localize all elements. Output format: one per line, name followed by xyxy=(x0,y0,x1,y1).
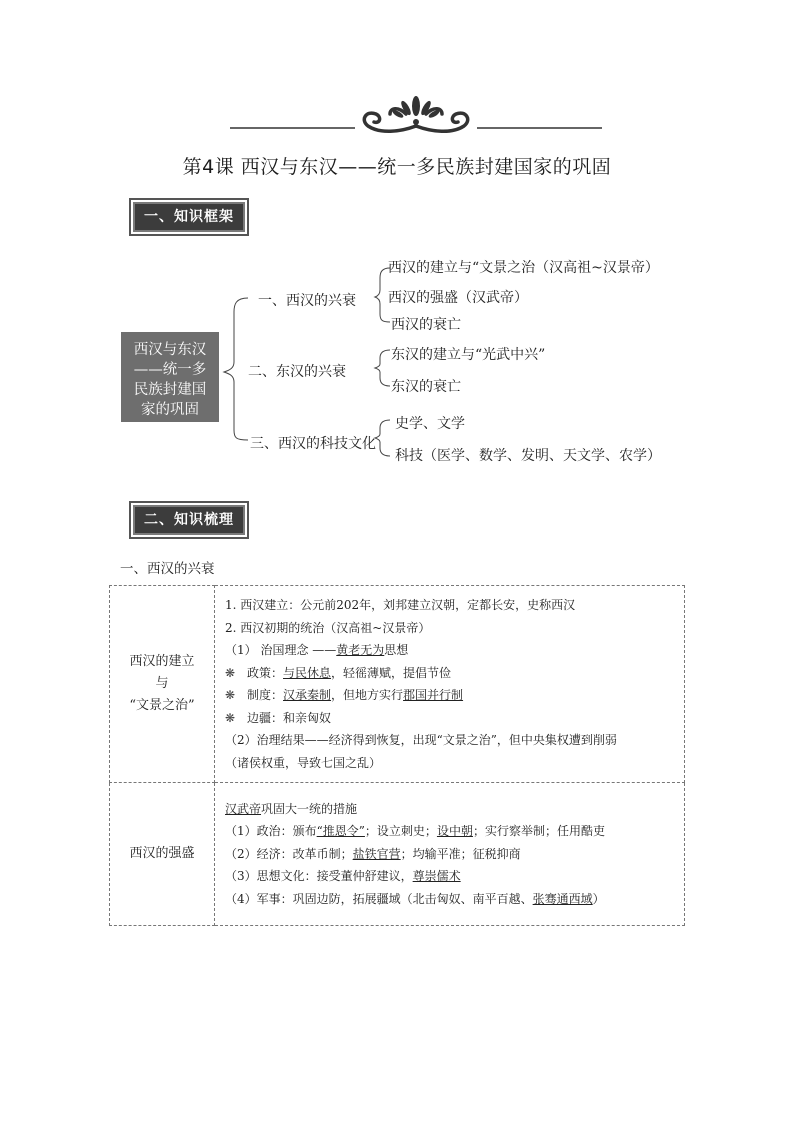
row-body: 1. 西汉建立：公元前202年，刘邦建立汉朝，定都长安，史称西汉 2. 西汉初期的统治（汉高祖~汉景帝） （1） 治国理念 ——黄老无为思想 ❋ 政策：与民休息，轻徭薄赋，提倡节俭 ❋ 制度：汉承秦制，但地方实行郡国并行制 ❋ 边疆：和亲匈奴 （2）治理结果——经济得到恢复，出现“文景之治”，但中央集权遭到削弱 （诸侯权重，导致七国之乱） xyxy=(215,586,685,783)
row-head: 西汉的建立 与 “文景之治” xyxy=(110,586,215,783)
star-bullet-icon: ❋ xyxy=(225,710,236,725)
branch-item: 科技（医学、数学、发明、天文学、农学） xyxy=(395,448,661,464)
branch-label: 三、西汉的科技文化 xyxy=(250,436,376,452)
star-bullet-icon: ❋ xyxy=(225,688,236,702)
branch-label: 一、西汉的兴衰 xyxy=(258,293,356,309)
section-badge-framework: 一、知识框架 xyxy=(127,197,251,237)
branch-item: 西汉的强盛（汉武帝） xyxy=(388,290,528,306)
branch-item: 西汉的衰亡 xyxy=(391,317,461,333)
section-badge-review: 二、知识梳理 xyxy=(127,500,251,540)
table-row xyxy=(110,783,685,926)
table-row xyxy=(110,586,685,783)
branch-label: 二、东汉的兴衰 xyxy=(248,364,346,380)
branch-item: 东汉的建立与“光武中兴” xyxy=(391,347,546,363)
branch-item: 东汉的衰亡 xyxy=(391,379,461,395)
star-bullet-icon: ❋ xyxy=(225,665,236,680)
row-body: 汉武帝巩固大一统的措施 （1）政治：颁布“推恩令”；设立刺史；设中朝；实行察举制；任用酷吏 （2）经济：改革币制；盐铁官营；均输平准；征税抑商 （3）思想文化：接受董仲舒建议，尊崇儒术 （4）军事：巩固边防，拓展疆域（北击匈奴、南平百越、张骞通西域） xyxy=(215,783,685,926)
branch-item: 史学、文学 xyxy=(395,416,465,432)
section-heading: 一、西汉的兴衰 xyxy=(120,561,215,577)
branch-item: 西汉的建立与“文景之治（汉高祖~汉景帝） xyxy=(388,260,659,276)
row-head: 西汉的强盛 xyxy=(110,783,215,926)
page-title: 第4课 西汉与东汉——统一多民族封建国家的巩固 xyxy=(182,156,612,178)
mindmap-root: 西汉与东汉 ——统一多 民族封建国 家的巩固 xyxy=(121,332,219,422)
knowledge-table xyxy=(109,585,685,926)
